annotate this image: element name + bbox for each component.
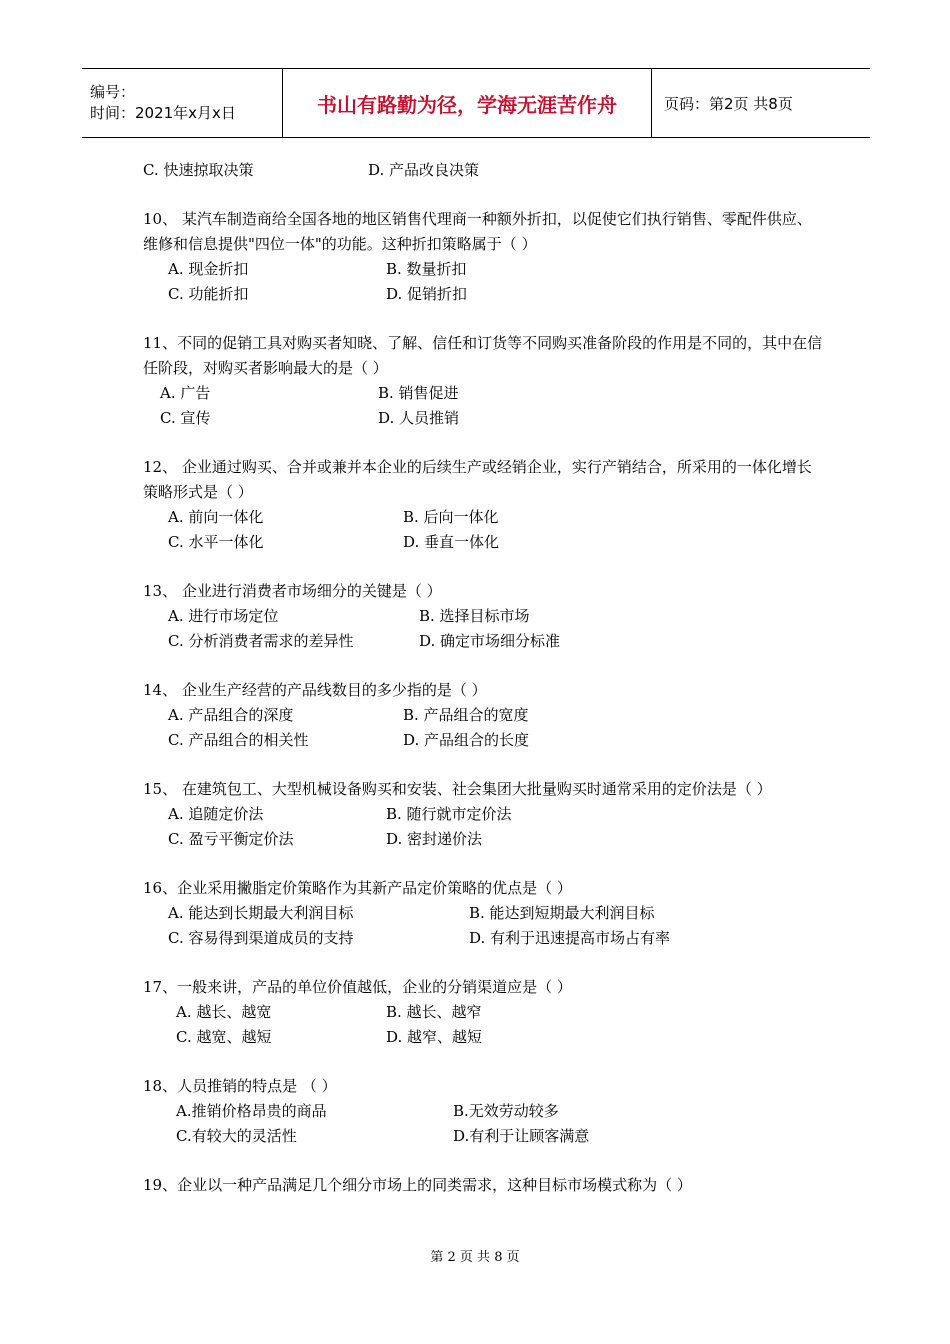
question-stem: 15、 在建筑包工、大型机械设备购买和安装、社会集团大批量购买时通常采用的定价法是（ ）	[143, 780, 772, 798]
page-footer: 第 2 页 共 8 页	[430, 1250, 520, 1265]
question-item	[143, 455, 823, 555]
option-grid	[143, 802, 823, 852]
option: C. 宣传	[160, 409, 211, 427]
option: D. 垂直一体化	[403, 533, 500, 551]
option-grid	[143, 703, 823, 753]
option: C. 分析消费者需求的差异性	[168, 632, 354, 650]
option: C.有较大的灵活性	[176, 1127, 297, 1145]
option-grid	[143, 257, 823, 307]
option: A.推销价格昂贵的商品	[176, 1102, 327, 1120]
option: D. 促销折扣	[386, 285, 468, 303]
option: D. 确定市场细分标准	[419, 632, 561, 650]
option: A. 产品组合的深度	[168, 706, 294, 724]
option: A. 进行市场定位	[168, 607, 279, 625]
option: B. 随行就市定价法	[386, 805, 512, 823]
document-date: 时间：2021年x月x日	[90, 104, 236, 122]
option: B. 销售促进	[378, 384, 459, 402]
question-stem: 14、 企业生产经营的产品线数目的多少指的是（ ）	[143, 681, 487, 699]
option: B. 后向一体化	[403, 508, 499, 526]
document-number-label: 编号：	[90, 83, 136, 101]
question-stem: 16、企业采用撇脂定价策略作为其新产品定价策略的优点是（ ）	[143, 879, 572, 897]
question-stem: 17、一般来讲，产品的单位价值越低，企业的分销渠道应是（ ）	[143, 978, 572, 996]
option: D. 有利于迅速提高市场占有率	[469, 929, 671, 947]
question-item	[143, 678, 823, 753]
option: C. 快速掠取决策	[143, 161, 254, 179]
option: D.有利于让顾客满意	[453, 1127, 590, 1145]
option: D. 人员推销	[378, 409, 460, 427]
option: B.无效劳动较多	[453, 1102, 559, 1120]
option: B. 能达到短期最大利润目标	[469, 904, 655, 922]
option: C. 容易得到渠道成员的支持	[168, 929, 354, 947]
page-info-text: 页码：第2页 共8页	[664, 94, 793, 113]
option: A. 现金折扣	[168, 260, 249, 278]
question-stem: 10、 某汽车制造商给全国各地的地区销售代理商一种额外折扣，以促使它们执行销售、零配件供应、维修和信息提供"四位一体"的功能。这种折扣策略属于（ ）	[143, 210, 812, 253]
question-item	[143, 777, 823, 852]
option-grid	[143, 604, 823, 654]
question-item	[143, 158, 823, 183]
question-item	[143, 207, 823, 307]
question-item	[143, 331, 823, 431]
option: D. 密封递价法	[386, 830, 483, 848]
option-grid	[143, 1099, 823, 1149]
option: A. 前向一体化	[168, 508, 264, 526]
option: B. 产品组合的宽度	[403, 706, 529, 724]
question-stem: 18、人员推销的特点是 （ ）	[143, 1077, 337, 1095]
option-grid	[143, 505, 823, 555]
header-page-info	[652, 69, 870, 137]
question-item	[143, 1173, 823, 1198]
option: C. 产品组合的相关性	[168, 731, 309, 749]
option: D. 产品组合的长度	[403, 731, 530, 749]
option: C. 越宽、越短	[176, 1028, 272, 1046]
option: D. 越窄、越短	[386, 1028, 483, 1046]
option: B. 越长、越窄	[386, 1003, 482, 1021]
question-item	[143, 579, 823, 654]
question-stem: 12、 企业通过购买、合并或兼并本企业的后续生产或经销企业，实行产销结合，所采用的一体化增长策略形式是（ ）	[143, 458, 812, 501]
option: A. 追随定价法	[168, 805, 264, 823]
question-item	[143, 1074, 823, 1149]
question-list	[143, 158, 823, 1222]
question-stem: 13、 企业进行消费者市场细分的关键是（ ）	[143, 582, 442, 600]
option: C. 盈亏平衡定价法	[168, 830, 294, 848]
option: B. 数量折扣	[386, 260, 467, 278]
option-grid	[143, 901, 823, 951]
page-header	[82, 68, 870, 138]
question-item	[143, 876, 823, 951]
question-item	[143, 975, 823, 1050]
option-grid	[143, 158, 823, 183]
header-motto	[282, 69, 652, 137]
motto-text: 书山有路勤为径，学海无涯苦作舟	[317, 92, 617, 117]
option: B. 选择目标市场	[419, 607, 530, 625]
option: A. 越长、越宽	[176, 1003, 272, 1021]
question-stem: 19、企业以一种产品满足几个细分市场上的同类需求，这种目标市场模式称为（ ）	[143, 1176, 692, 1194]
option: D. 产品改良决策	[368, 161, 480, 179]
question-stem: 11、不同的促销工具对购买者知晓、了解、信任和订货等不同购买准备阶段的作用是不同的，其中在信任阶段，对购买者影响最大的是（ ）	[143, 334, 823, 377]
option: C. 水平一体化	[168, 533, 264, 551]
option: A. 能达到长期最大利润目标	[168, 904, 354, 922]
option: A. 广告	[160, 384, 211, 402]
option-grid	[143, 1000, 823, 1050]
header-meta	[82, 69, 282, 137]
option: C. 功能折扣	[168, 285, 249, 303]
option-grid	[143, 381, 823, 431]
